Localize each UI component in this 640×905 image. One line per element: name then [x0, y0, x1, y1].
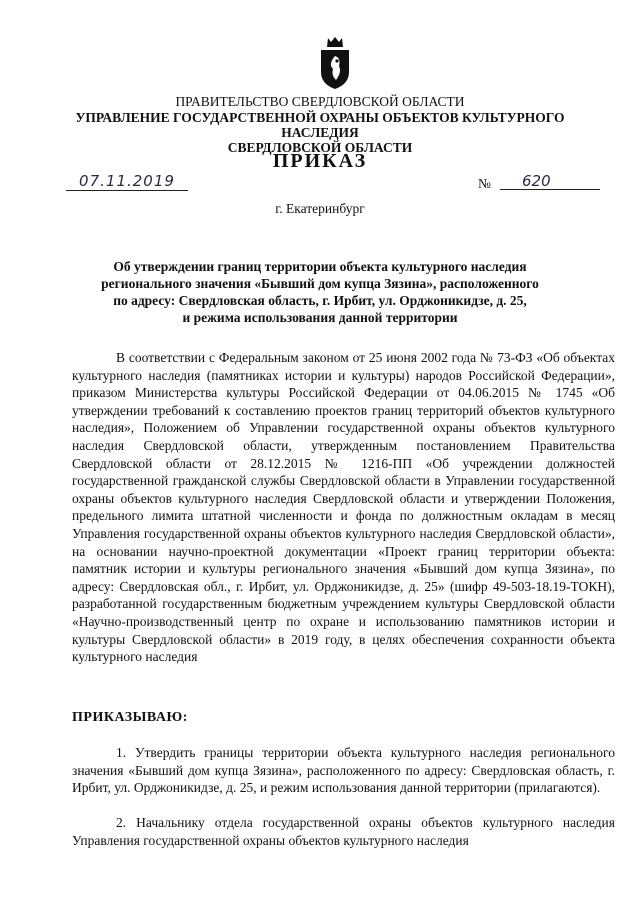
order-item: 1. Утвердить границы территории объекта культурного наследия регионального значения «Бывший дом купца Зязина», расположенного по адресу: Свердловская область, г. Ирбит, ул. Орджоникидзе, д. 25, и режим использования данной территории (прилагаются).	[72, 745, 615, 796]
preamble-paragraph: В соответствии с Федеральным законом от 25 июня 2002 года № 73-ФЗ «Об объектах культурного наследия (памятниках истории и культуры) народов Российской Федерации», приказом Министерства культуры Российской Федерации от 04.06.2015 № 1745 «Об утверждении требований к составлению проектов границ территорий объектов культурного наследия», Положением об Управлении государственной охраны объектов культурного наследия Свердловской области, утвержденным постановлением Правительства Свердловской области от 28.12.2015 № 1216-ПП «Об учреждении должностей государственной гражданской службы Свердловской области в Управлении государственной охраны объектов культурного наследия Свердловской области и утверждении Положения, предельного лимита штатной численности и фонда по должностным окладам в месяц Управления государственной охраны объектов культурного наследия Свердловской области», на основании научно-проектной документации «Проект границ территории объекта: памятник истории и культуры регионального значения «Бывший дом купца Зязина», по адресу: Свердловская обл., г. Ирбит, ул. Орджоникидзе, д. 25» (шифр 49-503-18.19-ТОКН), разработанной государственным бюджетным учреждением культуры Свердловской области «Научно-производственный центр по охране и использованию памятников истории и культуры Свердловской области» в 2019 году, в целях обеспечения сохранности объекта культурного наследия	[72, 350, 615, 665]
subject-line: и режима использования данной территории	[182, 310, 458, 325]
document-title: ПРИКАЗ	[272, 150, 368, 172]
government-name: ПРАВИТЕЛЬСТВО СВЕРДЛОВСКОЙ ОБЛАСТИ	[175, 94, 465, 109]
document-subject	[60, 258, 580, 326]
department-line-2: СВЕРДЛОВСКОЙ ОБЛАСТИ	[227, 140, 413, 155]
order-heading: ПРИКАЗЫВАЮ:	[72, 710, 188, 725]
city: г. Екатеринбург	[275, 201, 365, 216]
subject-line: регионального значения «Бывший дом купца Зязина», расположенного	[101, 276, 539, 291]
department-name	[40, 110, 600, 155]
department-line-1: УПРАВЛЕНИЕ ГОСУДАРСТВЕННОЙ ОХРАНЫ ОБЪЕКТОВ КУЛЬТУРНОГО НАСЛЕДИЯ	[75, 110, 565, 140]
coat-of-arms-icon	[316, 34, 354, 90]
document-number: 620	[500, 172, 600, 190]
order-item: 2. Начальнику отдела государственной охраны объектов культурного наследия Управления государственной охраны объектов культурного наследия	[72, 815, 615, 848]
document-date: 07.11.2019	[66, 172, 188, 191]
number-label: №	[478, 176, 491, 191]
subject-line: по адресу: Свердловская область, г. Ирбит, ул. Орджоникидзе, д. 25,	[113, 293, 527, 308]
subject-line: Об утверждении границ территории объекта культурного наследия	[113, 259, 527, 274]
